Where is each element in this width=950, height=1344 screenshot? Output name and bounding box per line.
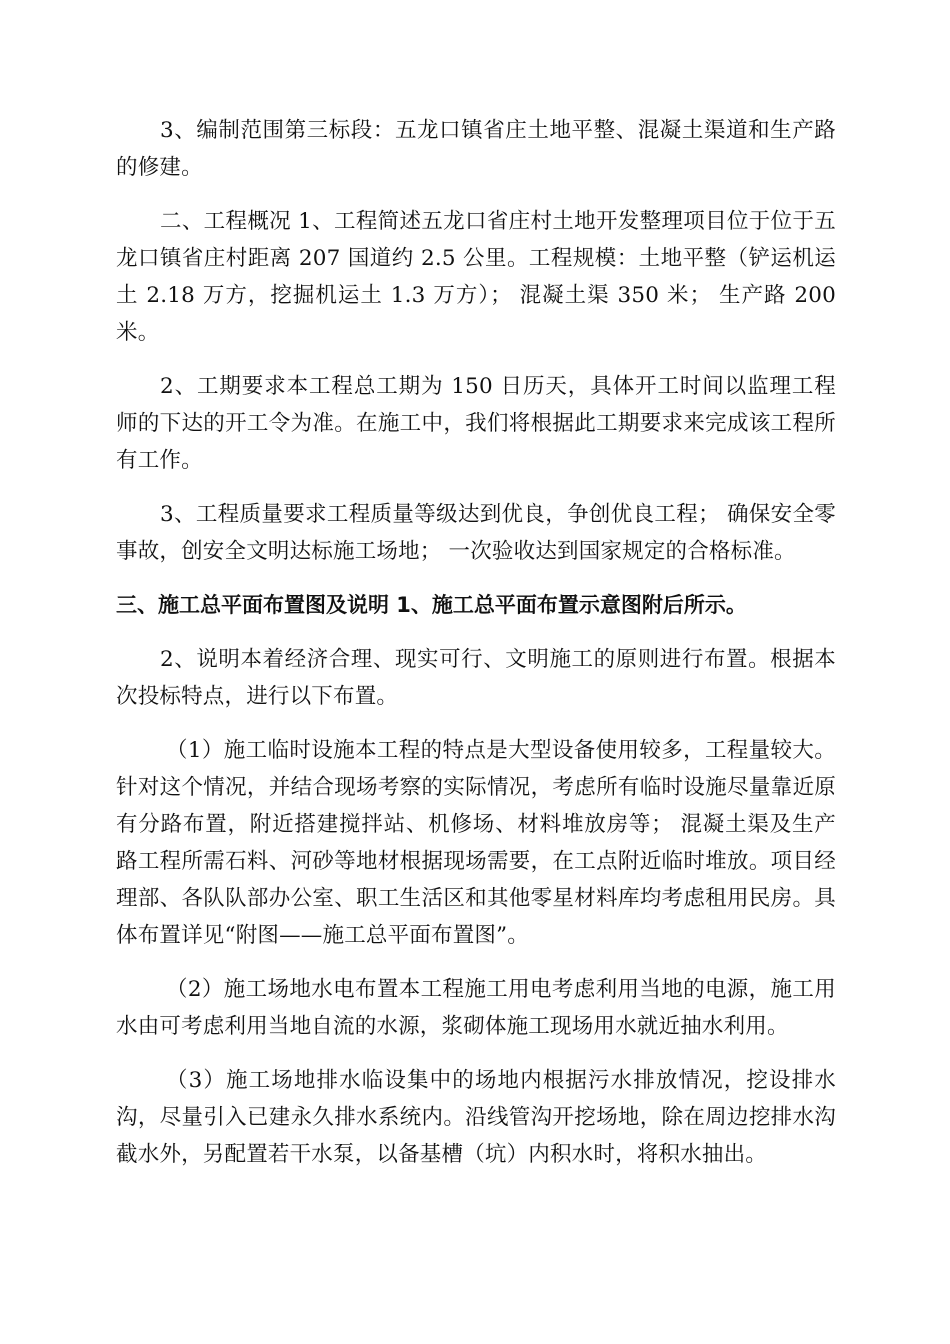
paragraph-drainage: （3）施工场地排水临设集中的场地内根据污水排放情况，挖设排水沟，尽量引入已建永久排水系统内。沿线管沟开挖场地，除在周边挖排水沟截水外，另配置若干水泵，以备基槽（坑）内积水时，将积水抽出。 bbox=[116, 1068, 836, 1167]
section-heading-site-layout: 三、施工总平面布置图及说明 1、施工总平面布置示意图附后所示。 bbox=[116, 593, 747, 617]
paragraph-scope-section3: 3、编制范围第三标段：五龙口镇省庄土地平整、混凝土渠道和生产路的修建。 bbox=[116, 118, 836, 180]
paragraph-temporary-facilities: （1）施工临时设施本工程的特点是大型设备使用较多，工程量较大。针对这个情况，并结合现场考察的实际情况，考虑所有临时设施尽量靠近原有分路布置，附近搭建搅拌站、机修场、材料堆放房等； 混凝土渠及生产路工程所需石料、河砂等地材根据现场需要，在工点附近临时堆放。项目经理部、各队队部办公室、职工生活区和其他零星材料库均考虑租用民房。具体布置详见“附图——施工总平面布置图”。 bbox=[116, 738, 836, 948]
paragraph-schedule-requirement: 2、工期要求本工程总工期为 150 日历天，具体开工时间以监理工程师的下达的开工令为准。在施工中，我们将根据此工期要求来完成该工程所有工作。 bbox=[116, 374, 836, 473]
paragraph-layout-principle: 2、说明本着经济合理、现实可行、文明施工的原则进行布置。根据本次投标特点，进行以下布置。 bbox=[116, 647, 836, 709]
paragraph-quality-requirement: 3、工程质量要求工程质量等级达到优良，争创优良工程； 确保安全零事故，创安全文明达标施工场地； 一次验收达到国家规定的合格标准。 bbox=[116, 502, 836, 564]
paragraph-water-power-layout: （2）施工场地水电布置本工程施工用电考虑利用当地的电源，施工用水由可考虑利用当地自流的水源，浆砌体施工现场用水就近抽水利用。 bbox=[116, 977, 836, 1039]
document-page bbox=[116, 112, 836, 1190]
paragraph-project-overview: 二、工程概况 1、工程简述五龙口省庄村土地开发整理项目位于位于五龙口镇省庄村距离 207 国道约 2.5 公里。工程规模：土地平整（铲运机运土 2.18 万方，挖掘机运土 1.3 万方）； 混凝土渠 350 米； 生产路 200 米。 bbox=[116, 209, 836, 345]
